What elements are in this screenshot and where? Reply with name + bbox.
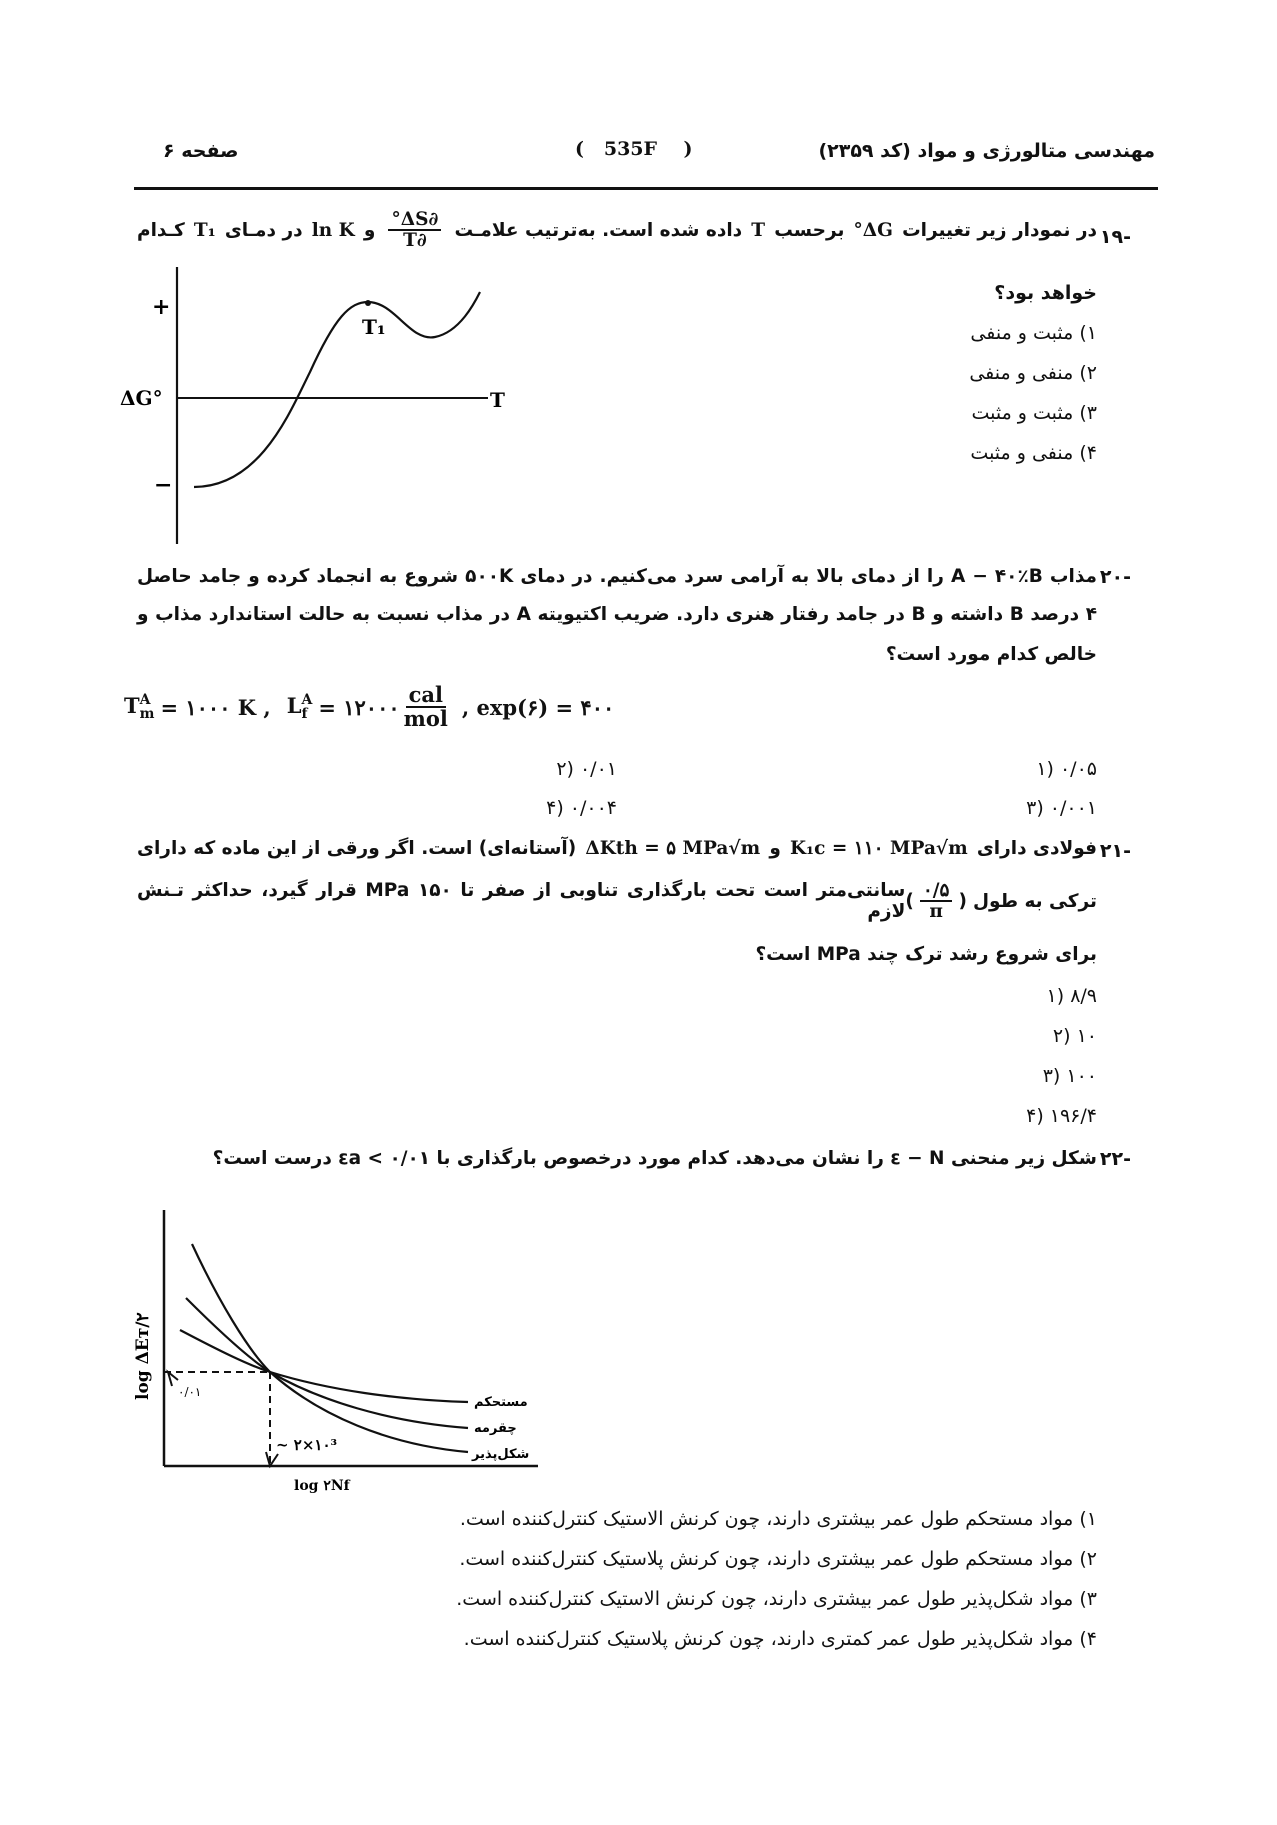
q19-line2: خواهد بود؟ xyxy=(994,282,1097,304)
q22-option-3[interactable]: ۳) مواد شکل‌پذیر طول عمر بیشتری دارند، چون کرنش الاستیک کنترل‌کننده است. xyxy=(456,1588,1097,1610)
q19-number: -۱۹ xyxy=(1099,226,1131,248)
q19-graph-t1-point xyxy=(365,300,371,306)
q19-graph-y-label: ΔG° xyxy=(120,386,163,410)
q20-eq-unit: $\frac{\text{cal}}{\text{mol}}$ xyxy=(403,682,448,732)
q19-graph-x-label: T xyxy=(490,388,505,412)
q22-number: -۲۲ xyxy=(1099,1148,1131,1170)
header-page-number: صفحه ۶ xyxy=(163,140,239,162)
q22-graph xyxy=(118,1200,558,1500)
q21-option-2[interactable]: ۲) ۱۰ xyxy=(1052,1025,1097,1047)
q20-option-2[interactable]: ۲) ۰/۰۱ xyxy=(556,758,617,780)
q19-option-3[interactable]: ۳) مثبت و مثبت xyxy=(971,402,1097,424)
header-divider xyxy=(134,187,1158,190)
q19-option-4[interactable]: ۴) منفی و مثبت xyxy=(970,442,1097,464)
q22-curve-tough xyxy=(186,1298,468,1428)
q22-option-1[interactable]: ۱) مواد مستحکم طول عمر بیشتری دارند، چون کرنش الاستیک کنترل‌کننده است. xyxy=(459,1508,1097,1530)
q22-x-mark: ~ ۲×۱۰³ xyxy=(276,1436,338,1454)
q21-number: -۲۱ xyxy=(1099,840,1131,862)
q19-fraction: $\frac{\partial\Delta S^\circ}{\partial T}$ xyxy=(388,210,441,251)
q19-graph-minus-label: − xyxy=(154,472,173,498)
q20-option-4[interactable]: ۴) ۰/۰۰۴ xyxy=(546,797,617,819)
q22-option-4[interactable]: ۴) مواد شکل‌پذیر طول عمر کمتری دارند، چون کرنش پلاستیک کنترل‌کننده است. xyxy=(463,1628,1097,1650)
q20-option-1[interactable]: ۱) ۰/۰۵ xyxy=(1036,758,1097,780)
q22-y-mark: ۰/۰۱ xyxy=(178,1385,202,1399)
q20-option-3[interactable]: ۳) ۰/۰۰۱ xyxy=(1026,797,1097,819)
q21-line3: برای شروع رشد ترک چند MPa است؟ xyxy=(755,944,1097,965)
q21-line1: فولادی دارای K₁c = ۱۱۰ MPa√m و ΔKth = ۵ MPa√m (آستانه‌ای) است. اگر ورقی از این ماده که دارای xyxy=(137,838,1097,859)
q22-y-arrow xyxy=(168,1372,178,1386)
q20-line2: ۴ درصد B داشته و B در جامد رفتار هنری دارد. ضریب اکتیویته A در مذاب نسبت به حالت استاندارد مذاب و xyxy=(137,604,1097,625)
q21-line2: ترکی به طول ( $\frac{۰/۵}{\pi}$ ) سانتی‌متر است تحت بارگذاری تناوبی از صفر تا ۱۵۰ MPa قرار گیرد، حداکثر تـنش لازم xyxy=(137,879,1097,922)
q22-x-arrow xyxy=(266,1452,278,1466)
q20-number: -۲۰ xyxy=(1099,566,1131,588)
q22-curve-strong xyxy=(180,1330,468,1402)
header-course-title: مهندسی متالورژی و مواد (کد ۲۳۵۹) xyxy=(818,140,1155,162)
q22-curve3-label: شکل‌پذیر xyxy=(472,1447,530,1462)
q19-option-1[interactable]: ۱) مثبت و منفی xyxy=(970,322,1097,344)
q22-y-axis-label: log ΔEт/۲ xyxy=(133,1312,153,1400)
header-exam-code: ( 535F ) xyxy=(575,138,693,160)
q19-graph-plus-label: + xyxy=(152,294,171,320)
q22-option-2[interactable]: ۲) مواد مستحکم طول عمر بیشتری دارند، چون کرنش پلاستیک کنترل‌کننده است. xyxy=(459,1548,1097,1570)
q22-curve2-label: چقرمه xyxy=(474,1421,517,1436)
q22-curve1-label: مستحکم xyxy=(474,1395,528,1410)
q21-fraction: $\frac{۰/۵}{\pi}$ xyxy=(920,881,953,922)
q21-option-1[interactable]: ۱) ۸/۹ xyxy=(1046,985,1097,1007)
q20-eq-lf: L A f xyxy=(286,692,313,723)
q21-option-4[interactable]: ۴) ۱۹۶/۴ xyxy=(1026,1105,1097,1127)
q19-line1: در نمودار زیر تغییرات ΔG° برحسب T داده شده است. به‌ترتیب علامـت $\frac{\partial\Delta S^\circ}{\partial T}$ و ln K در دمـای T₁ کـدام xyxy=(137,209,1097,252)
q22-x-axis-label: log ۲Nf xyxy=(294,1478,350,1494)
q20-line1: مذاب A − ۴۰٪B را از دمای بالا به آرامی سرد می‌کنیم. در دمای ۵۰۰K شروع به انجماد کرده و جامد حاصل xyxy=(137,566,1098,587)
q19-graph-curve xyxy=(194,292,480,487)
q20-equation: T A m = ۱۰۰۰ K , L A f = ۱۲۰۰۰ $\frac{\text{cal}}{\text{mol}}$ , exp(۶) = ۴۰۰ xyxy=(124,682,615,732)
q22-line1: شکل زیر منحنی ε − N را نشان می‌دهد. کدام مورد درخصوص بارگذاری با ۰/۰۱ > εa درست است؟ xyxy=(212,1148,1097,1169)
q20-eq-tm: T A m xyxy=(124,692,155,723)
q20-line3: خالص کدام مورد است؟ xyxy=(885,644,1097,665)
q19-graph xyxy=(110,262,530,552)
q19-option-2[interactable]: ۲) منفی و منفی xyxy=(969,362,1097,384)
q21-option-3[interactable]: ۳) ۱۰۰ xyxy=(1042,1065,1097,1087)
q22-curve-ductile xyxy=(192,1244,468,1452)
q19-graph-t1-label: T₁ xyxy=(362,315,386,339)
